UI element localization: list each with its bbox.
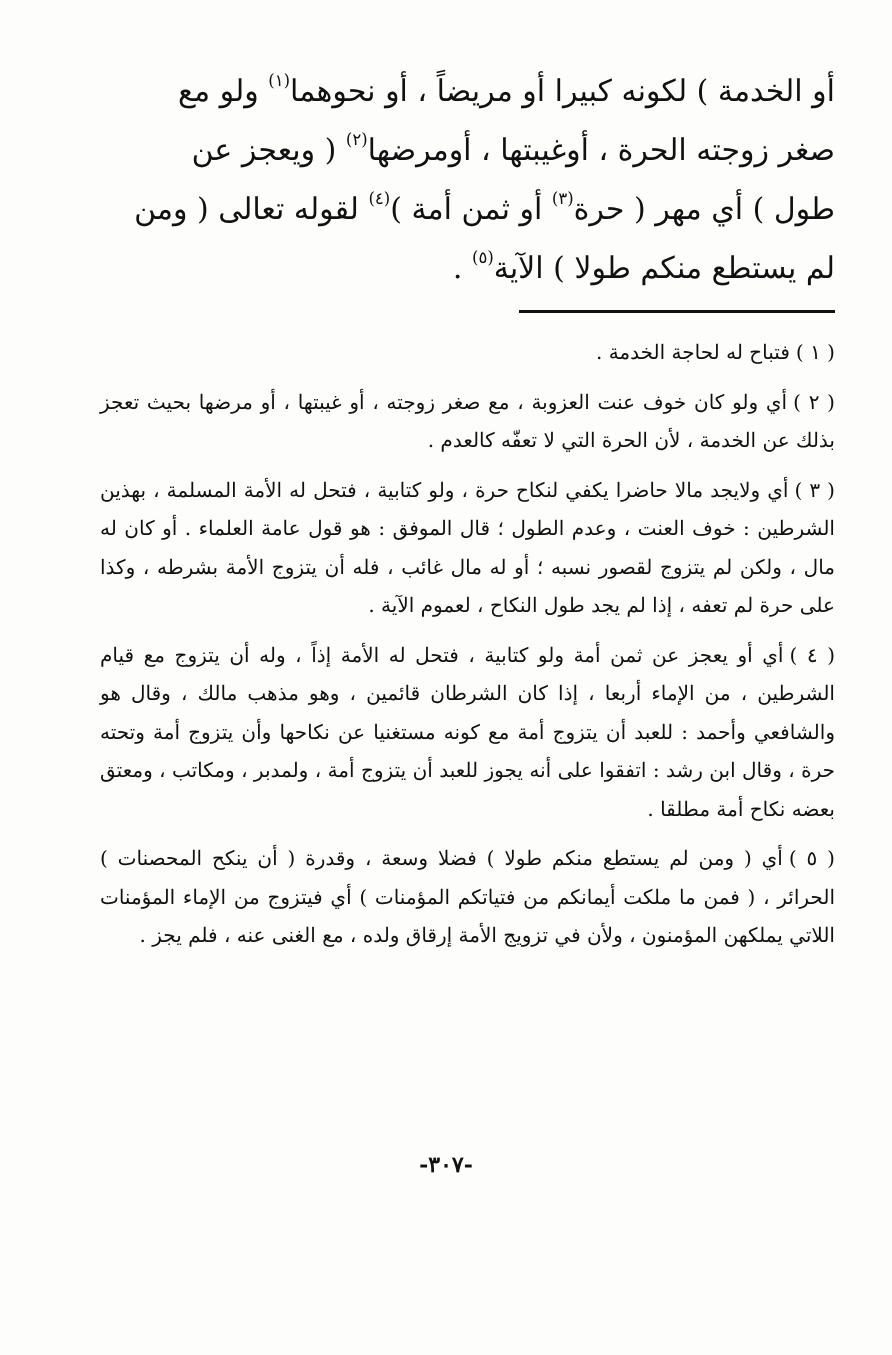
text-segment: . [452,251,472,286]
footnote-marker: (٢) [345,130,368,150]
footnote-marker: (١) [268,71,291,91]
footnote [100,471,835,625]
page-number: -٣٠٧- [419,1152,473,1178]
footnote-text: أي أو يعجز عن ثمن أمة ولو كتابية ، فتحل له الأمة إذاً ، وله أن يتزوج مع قيام الشرطين ، من الإماء أربعا ، إذا كان الشرطان قائمين ، وهو مذهب مالك ، وقال هو والشافعي وأحمد : للعبد أن يتزوج أمة مع كونه مستغنيا عن نكاحها وأن يتزوج أمة وتحته حرة ، وقال ابن رشد : اتفقوا على أنه يجوز للعبد أن يتزوج أمة ، ولمدبر ، ومكاتب ، ومعتق بعضه نكاح أمة مطلقا . [100,642,835,821]
footnote-marker: (٣) [551,189,574,209]
page-body [100,62,835,966]
main-text [100,62,835,298]
footnote [100,333,835,372]
text-segment: ولو مع [178,74,269,109]
footnote-number: ( ٤ ) [789,642,835,667]
footnote-text: أي ( ومن لم يستطع منكم طولا ) فضلا وسعة ، وقدرة ( أن ينكح المحصنات ) الحرائر ، ( فمن ما ملكت أيمانكم من فتياتكم المؤمنات ) أي فيتزوج من الإماء المؤمنات اللاتي يملكهن المؤمنون ، ولأن في تزويج الأمة إرقاق ولده ، مع الغنى عنه ، فلم يجز . [100,846,835,947]
footnote-marker: (٥) [472,248,494,268]
text-segment: ( ويعجز عن [191,133,346,168]
footnotes [100,333,835,955]
footnote-number: ( ٢ ) [793,389,835,414]
footnote-text: أي ولايجد مالا حاضرا يكفي لنكاح حرة ، ولو كتابية ، فتحل له الأمة المسلمة ، بهذين الشرطين : خوف العنت ، وعدم الطول ؛ قال الموفق : هو قول عامة العلماء . أو كان له مال ، ولكن لم يتزوج لقصور نسبه ؛ أو له مال غائب ، فله أن يتزوج الأمة بشرطه ، وكذا على حرة لم تعفه ، إذا لم يجد طول النكاح ، لعموم الآية . [100,477,835,617]
footnote-text: فتباح له لحاجة الخدمة . [595,340,790,364]
text-segment: صغر زوجته الحرة ، أوغيبتها ، أومرضها [367,133,835,168]
main-text-line [100,239,835,298]
main-text-line [100,62,835,121]
main-text-line [100,121,835,180]
footnote-marker: (٤) [368,189,391,209]
footnote [100,839,835,955]
text-segment: أو الخدمة ) لكونه كبيرا أو مريضاً ، أو نحوهما [290,74,835,109]
text-segment: لقوله تعالى ( ومن [134,192,369,227]
footnote-number: ( ٥ ) [788,846,835,870]
footnote-number: ( ١ ) [795,340,835,364]
footnote [100,636,835,829]
footnote-text: أي ولو كان خوف عنت العزوبة ، مع صغر زوجته ، أو غيبتها ، أو مرضها بحيث تعجز بذلك عن الخدمة ، لأن الحرة التي لا تعفّه كالعدم . [100,389,835,452]
footnote [100,383,835,460]
text-segment: أو ثمن أمة ) [390,192,552,227]
footnote-separator [519,310,835,313]
footnote-number: ( ٣ ) [794,477,835,502]
text-segment: طول ) أي مهر ( حرة [573,192,835,227]
text-segment: لم يستطع منكم طولا ) الآية [493,251,835,286]
main-text-line [100,180,835,239]
